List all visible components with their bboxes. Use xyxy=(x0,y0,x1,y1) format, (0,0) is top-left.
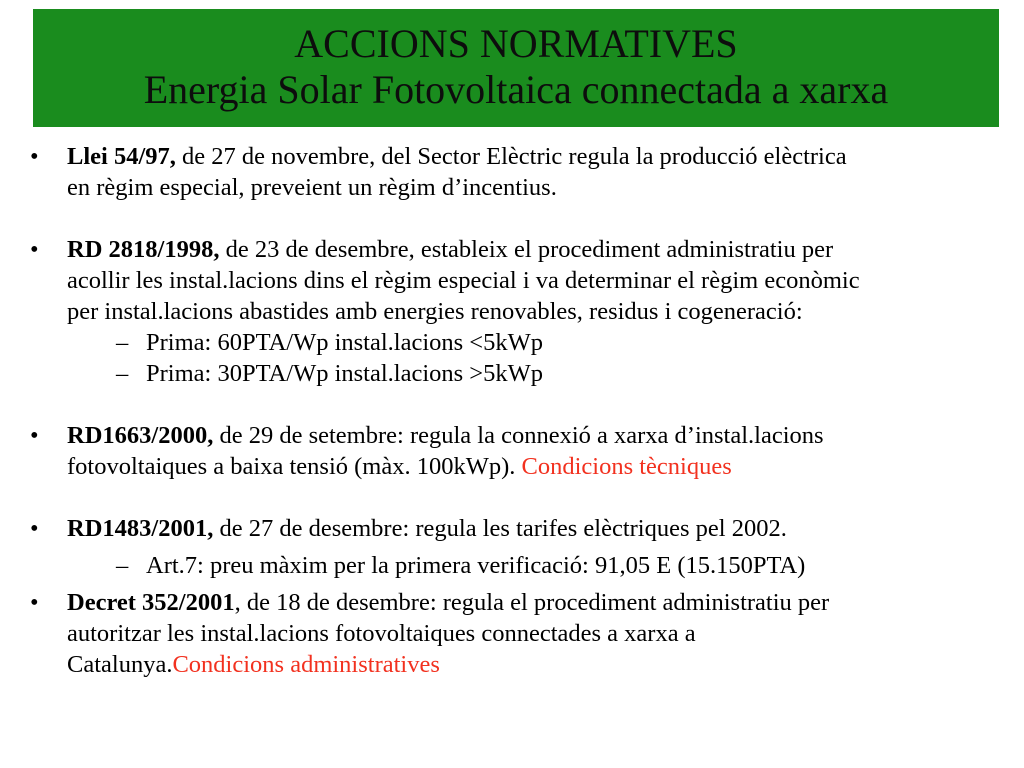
bullet-text: de 27 de desembre: regula les tarifes elèctriques pel 2002. xyxy=(213,515,787,542)
bullet-text: acollir les instal.lacions dins el règim especial i va determinar el règim econòmic xyxy=(67,267,860,294)
law-reference: Decret 352/2001 xyxy=(67,589,235,616)
law-reference: RD1663/2000, xyxy=(67,422,214,449)
bullet-item-rd1483-2001 xyxy=(30,513,1005,544)
sub-dash: – xyxy=(116,552,129,579)
sub-item-art-7 xyxy=(30,550,1005,581)
sub-dash: – xyxy=(116,329,129,356)
bullet-item-rd1663-2000 xyxy=(30,420,1005,482)
bullet-item-llei-54-97 xyxy=(30,141,1005,203)
bullet-text: , de 18 de desembre: regula el procediment administratiu per xyxy=(234,589,830,616)
bullet-line xyxy=(67,587,1005,618)
bullet-text: de 23 de desembre, estableix el procediment administratiu per xyxy=(219,236,834,263)
condicions-tecniques-link[interactable]: Condicions tècniques xyxy=(521,453,732,480)
bullet-line xyxy=(67,420,1005,451)
bullet-item-rd-2818-1998 xyxy=(30,234,1005,327)
bullet-line xyxy=(67,234,1005,265)
title-line-1: ACCIONS NORMATIVES xyxy=(294,21,738,66)
sub-item-text: Prima: 30PTA/Wp instal.lacions >5kWp xyxy=(146,360,544,387)
title-line-2: Energia Solar Fotovoltaica connectada a xarxa xyxy=(143,67,889,112)
bullet-text: de 29 de setembre: regula la connexió a xarxa d’instal.lacions xyxy=(213,422,824,449)
bullet-text: per instal.lacions abastides amb energies renovables, residus i cogeneració: xyxy=(67,298,803,325)
bullet-line xyxy=(67,451,1005,482)
sub-dash: – xyxy=(116,360,129,387)
law-reference: RD 2818/1998, xyxy=(67,236,220,263)
slide-content xyxy=(30,141,1005,680)
bullet-line xyxy=(67,513,1005,544)
bullet-text: fotovoltaiques a baixa tensió (màx. 100kWp). xyxy=(67,453,522,480)
title-banner xyxy=(33,9,999,127)
bullet-text: de 27 de novembre, del Sector Elèctric regula la producció elèctrica xyxy=(175,143,847,170)
bullet-item-decret-352-2001 xyxy=(30,587,1005,680)
sub-item-prima-60 xyxy=(30,327,1005,358)
law-reference: Llei 54/97, xyxy=(67,143,176,170)
bullet-line xyxy=(67,649,1005,680)
bullet-line xyxy=(67,141,1005,172)
bullet-text: en règim especial, preveient un règim d’incentius. xyxy=(67,174,557,201)
bullet-text: autoritzar les instal.lacions fotovoltaiques connectades a xarxa a xyxy=(67,620,696,647)
sub-item-text: Art.7: preu màxim per la primera verificació: 91,05 E (15.150PTA) xyxy=(146,552,806,579)
bullet-dot: • xyxy=(30,422,39,449)
bullet-dot: • xyxy=(30,515,39,542)
sub-item-prima-30 xyxy=(30,358,1005,389)
bullet-text: Catalunya. xyxy=(67,651,173,678)
condicions-administratives-link[interactable]: Condicions administratives xyxy=(172,651,440,678)
bullet-dot: • xyxy=(30,143,39,170)
bullet-dot: • xyxy=(30,589,39,616)
sub-item-text: Prima: 60PTA/Wp instal.lacions <5kWp xyxy=(146,329,544,356)
bullet-dot: • xyxy=(30,236,39,263)
law-reference: RD1483/2001, xyxy=(67,515,214,542)
